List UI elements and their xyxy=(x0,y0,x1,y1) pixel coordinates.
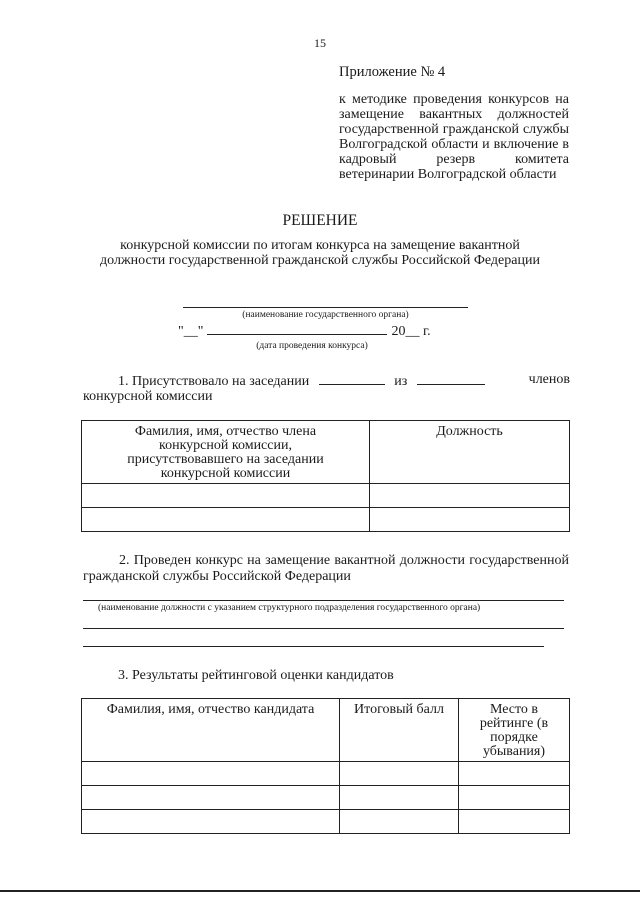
section1-text-end: членов xyxy=(528,372,570,387)
date-caption: (дата проведения конкурса) xyxy=(256,341,368,351)
table-cell[interactable] xyxy=(340,810,459,834)
decision-title: РЕШЕНИЕ xyxy=(282,212,358,229)
bottom-rule xyxy=(0,890,640,892)
table-cell[interactable] xyxy=(82,786,340,810)
page-number: 15 xyxy=(314,36,326,50)
section2-text: 2. Проведен конкурс на замещение вакантной должности государственной гражданской службы Российской Федерации xyxy=(83,553,569,584)
appendix-title: Приложение № 4 xyxy=(339,64,446,80)
appendix-note: к методике проведения конкурсов на замещение вакантных должностей государственной гражданской службы Волгоградской области и включение в кадровый резерв комитета ветеринарии Волгоградской области xyxy=(339,92,569,182)
position-name-line xyxy=(83,600,564,601)
table-cell[interactable] xyxy=(370,508,570,532)
organ-name-line xyxy=(183,307,468,308)
date-day-quotes: "__" xyxy=(178,324,204,339)
table-header-member-name: Фамилия, имя, отчество члена конкурсной комиссии, присутствовавшего на заседании конкурсной комиссии xyxy=(82,421,370,484)
present-count-blank xyxy=(319,372,385,385)
position-name-line-2 xyxy=(83,628,564,629)
section1-text-start: 1. Присутствовало на заседании xyxy=(118,374,310,389)
table-cell[interactable] xyxy=(459,786,570,810)
table-header-candidate-name: Фамилия, имя, отчество кандидата xyxy=(82,699,340,762)
candidates-rating-table xyxy=(81,698,570,834)
table-cell[interactable] xyxy=(340,786,459,810)
table-row xyxy=(82,786,570,810)
date-month-blank xyxy=(207,322,387,335)
position-name-line-3 xyxy=(83,646,544,647)
table-row xyxy=(82,762,570,786)
table-cell[interactable] xyxy=(340,762,459,786)
section1-text xyxy=(118,372,570,390)
section1-text-cont: конкурсной комиссии xyxy=(83,389,213,404)
table-cell[interactable] xyxy=(459,810,570,834)
section3-text: 3. Результаты рейтинговой оценки кандидатов xyxy=(118,668,394,683)
decision-subtitle: конкурсной комиссии по итогам конкурса на замещение вакантной должности государственной гражданской службы Российской Федерации xyxy=(100,238,540,268)
organ-name-caption: (наименование государственного органа) xyxy=(242,310,409,320)
table-header-position: Должность xyxy=(370,421,570,484)
table-cell[interactable] xyxy=(82,484,370,508)
total-count-blank xyxy=(417,372,485,385)
table-cell[interactable] xyxy=(82,762,340,786)
table-header-final-score: Итоговый балл xyxy=(340,699,459,762)
table-cell[interactable] xyxy=(82,508,370,532)
table-cell[interactable] xyxy=(459,762,570,786)
position-name-caption: (наименование должности с указанием структурного подразделения государственного органа) xyxy=(98,603,481,613)
table-row xyxy=(82,508,570,532)
table-header-rating-place: Место в рейтинге (в порядке убывания) xyxy=(459,699,570,762)
table-cell[interactable] xyxy=(82,810,340,834)
table-row xyxy=(82,810,570,834)
table-cell[interactable] xyxy=(370,484,570,508)
section1-text-mid: из xyxy=(394,374,408,389)
date-row xyxy=(178,322,431,340)
date-year: 20__ г. xyxy=(391,324,431,339)
commission-members-table xyxy=(81,420,570,532)
table-row xyxy=(82,484,570,508)
